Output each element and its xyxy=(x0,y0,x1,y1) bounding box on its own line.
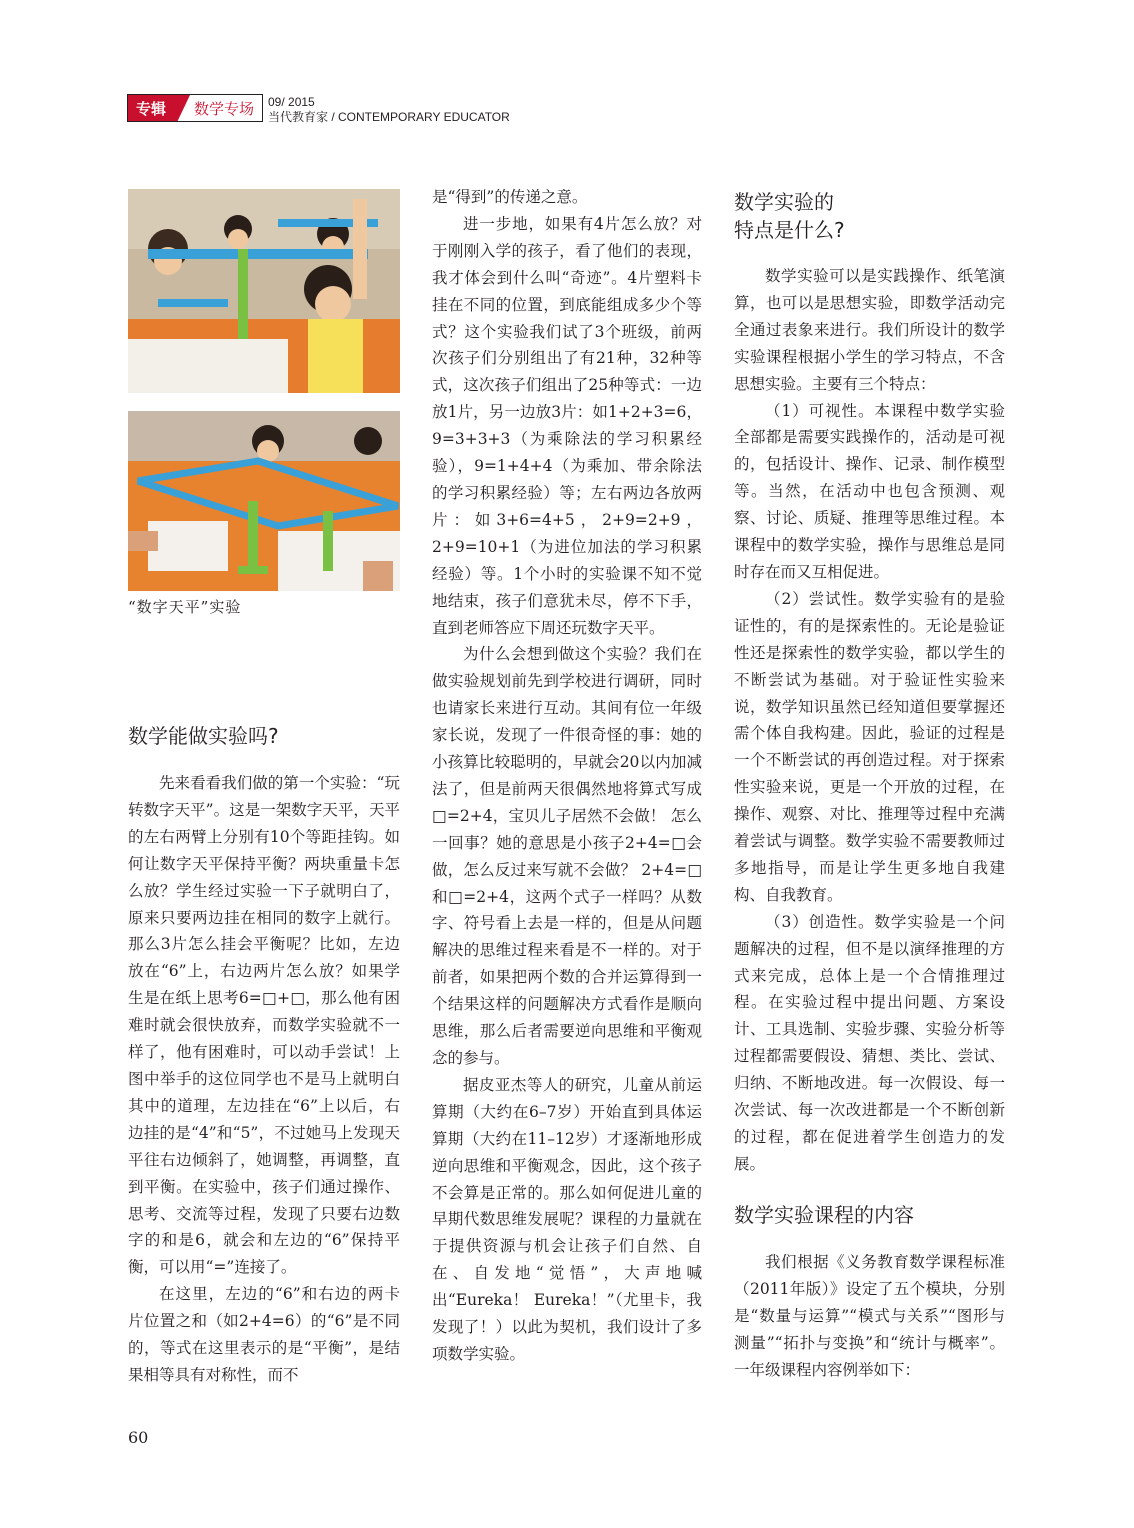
magazine-name: 当代教育家 / CONTEMPORARY EDUCATOR xyxy=(268,110,510,124)
col2-paragraph: 据皮亚杰等人的研究，儿童从前运算期（大约在6–7岁）开始直到具体运算期（大约在11–12岁）才逐渐地形成逆向思维和平衡观念，因此，这个孩子不会算是正常的。那么如何促进儿童的早期代数思维发展呢？课程的力量就在于提供资源与机会让孩子们自然、自在、自发地“觉悟”，大声地喊出“Eureka！ Eureka！”（尤里卡，我发现了！）以此为契机，我们设计了多项数学实验。 xyxy=(432,1075,702,1363)
col2-paragraph: 是“得到”的传递之意。 xyxy=(432,188,588,206)
col3-paragraph: 我们根据《义务教育数学课程标准（2011年版）》设定了五个模块，分别是“数量与运算”“模式与关系”“图形与测量”“拓扑与变换”和“统计与概率”。一年级课程内容例举如下： xyxy=(734,1253,1005,1379)
page-number: 60 xyxy=(128,1428,149,1447)
col3-heading-1 xyxy=(734,188,845,244)
issue-date: 09/ 2015 xyxy=(268,95,315,109)
col3-paragraph: （3）创造性。数学实验是一个问题解决的过程，但不是以演绎推理的方式来完成，总体上是一个合情推理过程。在实验过程中提出问题、方案设计、工具选制、实验步骤、实验分析等过程都需要假设、猜想、类比、尝试、归纳、不断地改进。每一次假设、每一次尝试、每一次改进都是一个不断创新的过程，都在促进着学生创造力的发展。 xyxy=(734,912,1005,1173)
section-tag xyxy=(127,94,263,122)
col3-heading-2: 数学实验课程的内容 xyxy=(734,1203,914,1227)
col1-body xyxy=(128,770,400,1389)
col1-heading: 数学能做实验吗? xyxy=(128,724,279,748)
col3-heading-1-line1: 数学实验的 xyxy=(734,190,834,214)
col3-body-2 xyxy=(734,1249,1005,1384)
col1-paragraph: 先来看看我们做的第一个实验：“玩转数字天平”。这是一架数字天平，天平的左右两臂上分别有10个等距挂钩。如何让数字天平保持平衡？两块重量卡怎么放？学生经过实验一下子就明白了，原来只要两边挂在相同的数字上就行。那么3片怎么挂会平衡呢？比如，左边放在“6”上，右边两片怎么放？如果学生是在纸上思考6=□+□，那么他有困难时就会很快放弃，而数学实验就不一样了，他有困难时，可以动手尝试！上图中举手的这位同学也不是马上就明白其中的道理，左边挂在“6”上以后，右边挂的是“4”和“5”，不过她马上发现天平往右边倾斜了，她调整，再调整，直到平衡。在实验中，孩子们通过操作、思考、交流等过程，发现了只要右边数字的和是6，就会和左边的“6”保持平衡，可以用“=”连接了。 xyxy=(128,774,400,1277)
classroom-photo-bottom xyxy=(128,411,400,591)
col1-paragraph: 在这里，左边的“6”和右边的两卡片位置之和（如2+4=6）的“6”是不同的，等式在这里表示的是“平衡”，是结果相等具有对称性，而不 xyxy=(128,1285,400,1384)
subsection-label: 数学专场 xyxy=(194,100,255,118)
col3-paragraph: （1）可视性。本课程中数学实验全部都是需要实践操作的，活动是可视的，包括设计、操作、记录、制作模型等。当然，在活动中也包含预测、观察、讨论、质疑、推理等思维过程。本课程中的数学实验，操作与思维总是同时存在而又互相促进。 xyxy=(734,401,1005,581)
classroom-photo-top xyxy=(128,189,400,393)
section-label: 专辑 xyxy=(136,100,167,118)
col2-paragraph: 进一步地，如果有4片怎么放？对于刚刚入学的孩子，看了他们的表现，我才体会到什么叫“奇迹”。4片塑料卡挂在不同的位置，到底能组成多少个等式？这个实验我们试了3个班级，前两次孩子们分别组出了有21种，32种等式，这次孩子们组出了25种等式：一边放1片，另一边放3片：如1+2+3=6，9=3+3+3（为乘除法的学习积累经验），9=1+4+4（为乘加、带余除法的学习积累经验）等；左右两边各放两片：如3+6=4+5，2+9=2+9，2+9=10+1（为进位加法的学习积累经验）等。1个小时的实验课不知不觉地结束，孩子们意犹未尽，停不下手，直到老师答应下周还玩数字天平。 xyxy=(432,214,702,637)
col3-paragraph: 数学实验可以是实践操作、纸笔演算，也可以是思想实验，即数学活动完全通过表象来进行。我们所设计的数学实验课程根据小学生的学习特点，不含思想实验。主要有三个特点： xyxy=(734,267,1005,393)
col3-heading-1-line2: 特点是什么? xyxy=(734,218,845,242)
photo-caption: “数字天平”实验 xyxy=(128,598,242,616)
col3-paragraph: （2）尝试性。数学实验有的是验证性的，有的是探索性的。无论是验证性还是探索性的数学实验，都以学生的不断尝试为基础。对于验证性实验来说，数学知识虽然已经知道但要掌握还需个体自我构建。因此，验证的过程是一个不断尝试的再创造过程。对于探索性实验来说，更是一个开放的过程，在操作、观察、对比、推理等过程中充满着尝试与调整。数学实验不需要教师过多地指导，而是让学生更多地自我建构、自我教育。 xyxy=(734,589,1005,904)
page-header xyxy=(127,94,527,122)
col2-paragraph: 为什么会想到做这个实验？我们在做实验规划前先到学校进行调研，同时也请家长来进行互动。其间有位一年级家长说，发现了一件很奇怪的事：她的小孩算比较聪明的，早就会20以内加减法了，但是前两天很偶然地将算式写成□=2+4，宝贝儿子居然不会做！ 怎么一回事？她的意思是小孩子2+4=□会做，怎么反过来写就不会做？ 2+4=□和□=2+4，这两个式子一样吗？从数字、符号看上去是一样的，但是从问题解决的思维过程来看是不一样的。对于前者，如果把两个数的合并运算得到一个结果这样的问题解决方式看作是顺向思维，那么后者需要逆向思维和平衡观念的参与。 xyxy=(432,645,702,1067)
col3-body xyxy=(734,263,1005,1178)
col2-body xyxy=(432,184,702,1368)
